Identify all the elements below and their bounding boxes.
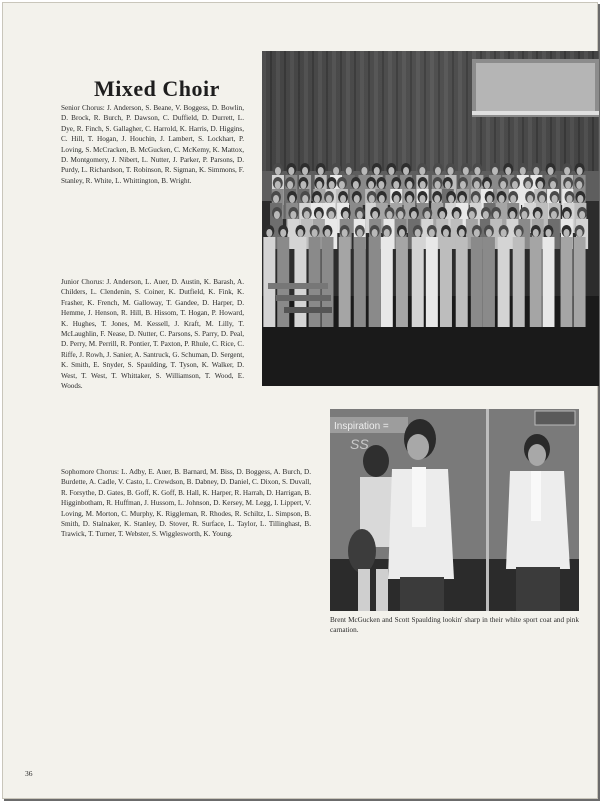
yearbook-page [2, 2, 598, 799]
page-number: 36 [25, 769, 33, 778]
choir-group-photo [262, 51, 599, 386]
white-sport-coats-photo [330, 409, 579, 611]
page-title: Mixed Choir [94, 76, 220, 101]
senior-chorus-roster: Senior Chorus: J. Anderson, S. Beane, V. Boggess, D. Bowlin, D. Brock, R. Burch, P. Dawson, C. Duffield, D. Durrett, L. Dye, R. Finch, S. Gallagher, C. Harrold, K. Harris, D. Higgins, C. Hill, T. Hogan, J. Houchin, J. Lambert, S. Lockhart, P. Loving, S. McCracken, B. McGucken, C. McKemy, K. Mattox, D. Montgomery, J. Nibert, L. Nutter, J. Parker, P. Parsons, D. Purdy, L. Richardson, T. Robinson, R. Sigman, K. Simmons, F. Stanley, R. White, L. Whittington, B. Wright. [61, 104, 244, 185]
sign-text: Inspiration = [334, 421, 389, 432]
svg-text:SS: SS [350, 436, 369, 452]
junior-chorus-roster: Junior Chorus: J. Anderson, L. Auer, D. Austin, K. Barash, A. Childers, L. Clendenin, S. Coiner, K. Dutfield, K. Fink, K. Frasher, K. French, M. Galloway, T. Gandee, D. Harper, D. Hemme, J. Henson, R. Hill, B. Hissom, T. Hogan, P. Howard, K. Hughes, T. Jones, M. Kessell, J. Kraft, M. Lilly, T. McLaughlin, F. Nease, D. Nutter, C. Parsons, S. Parry, D. Peal, D. Perry, M. Perrill, R. Pontier, T. Paxton, P. Rhule, C. Rice, C. Riffe, J. Rowh, J. Sanier, A. Santruck, G. Schuman, D. Sergent, K. Smith, E. Snyder, S. Spaulding, T. Tyson, K. Walker, D. West, T. West, T. Whittaker, S. Williamson, T. Wood, E. Woods. [61, 278, 244, 391]
sophomore-chorus-roster: Sophomore Chorus: L. Adby, E. Auer, B. Barnard, M. Biss, D. Boggess, A. Burch, D. Burdette, A. Cadle, V. Casto, L. Crewdson, B. Dabney, D. Daniel, C. Dixon, S. Duvall, R. Forsythe, D. Gates, B. Goff, K. Goff, B. Hall, K. Harper, R. Harrah, D. Harrigan, B. Higginbotham, R. Huffman, J. Hussom, L. Johnson, D. Kersey, M. Legg, I. Lippert, V. Loving, M. Morton, C. Murphy, K. Riggleman, R. Rhodes, R. Schiltz, L. Simpson, B. Smith, D. Stalnaker, K. Stanley, D. Stover, R. Surface, L. Taylor, L. Tillinghast, B. Trawick, T. Turner, T. Webster, S. Wigglesworth, K. Young. [61, 468, 311, 539]
photo-caption: Brent McGucken and Scott Spaulding lookin' sharp in their white sport coat and pink carnation. [330, 616, 579, 635]
